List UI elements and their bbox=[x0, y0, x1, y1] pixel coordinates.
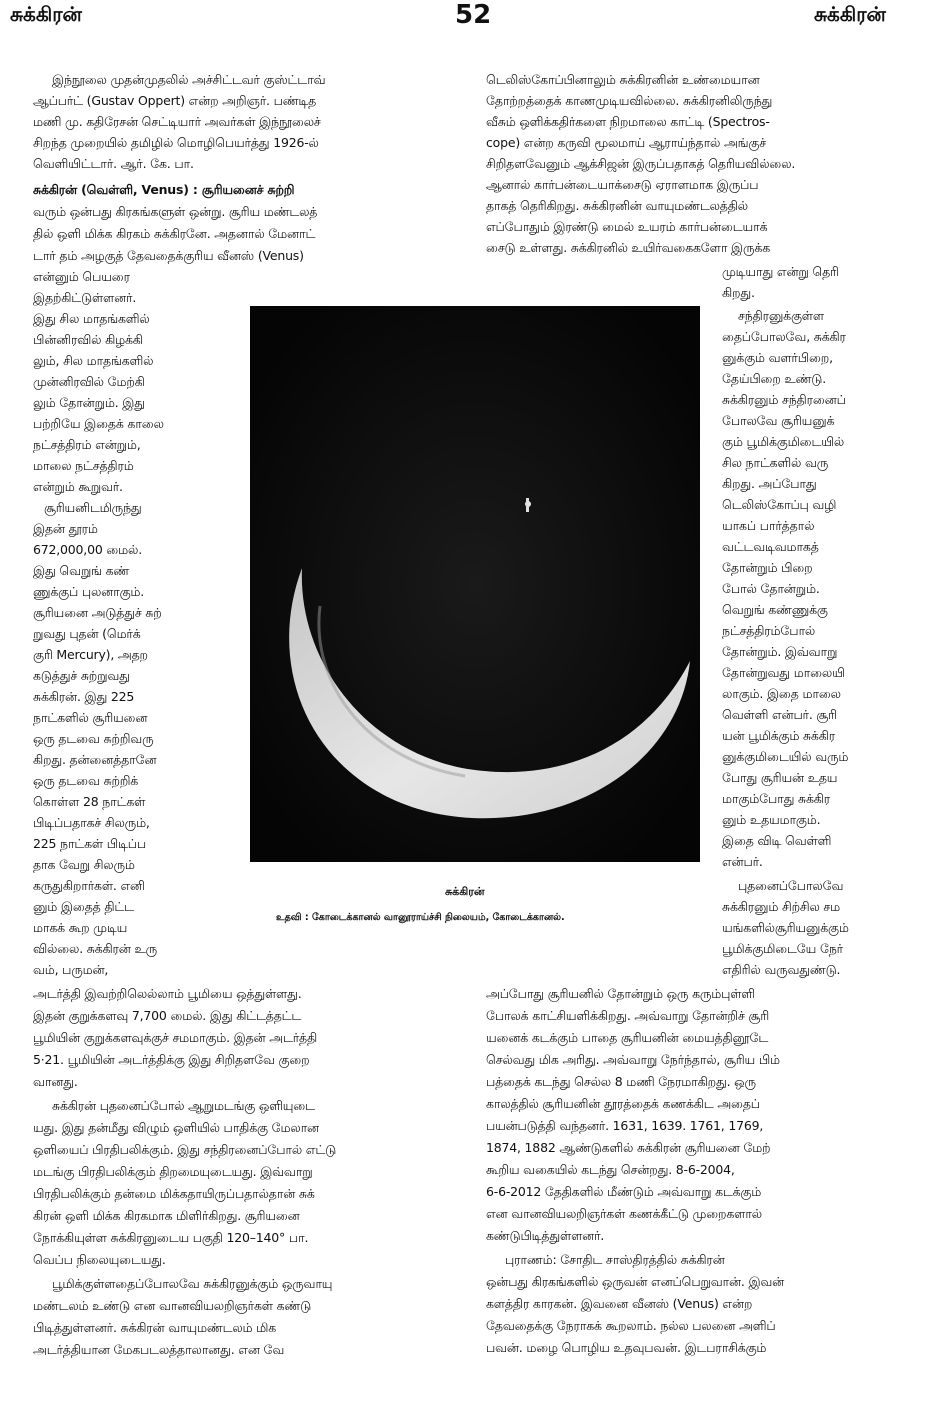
text-line: போது சூரியன் உதய bbox=[722, 770, 838, 785]
text-line: இது வெறுங் கண் bbox=[33, 563, 130, 578]
text-line: டெலிஸ்கோப்பு வழி bbox=[722, 497, 837, 512]
text-line: என்பர். bbox=[722, 854, 763, 869]
text-line: cope) என்ற கருவி மூலமாய் ஆராய்ந்தால் அங்குச் bbox=[486, 135, 766, 150]
text-line: யங்களில்சூரியனுக்கும் bbox=[722, 920, 849, 935]
text-line: வில்லை. சுக்கிரன் உரு bbox=[33, 941, 158, 956]
text-line: லாகும். இதை மாலை bbox=[722, 686, 841, 701]
text-line: தோன்றும் பிறை bbox=[722, 560, 813, 575]
text-line: கிறது. அப்போது bbox=[722, 476, 817, 491]
page-number: 52 bbox=[455, 0, 492, 30]
text-line: சைடு உள்ளது. சுக்கிரனில் உயிர்வகைகளோ இருக்க bbox=[486, 240, 770, 255]
text-line: சிறிதளவேனும் ஆக்சிஜன் இருப்பதாகத் தெரியவில்லை. bbox=[486, 156, 796, 171]
text-line: கிரன் ஒளி மிக்க கிரகமாக மிளிர்கிறது. சூரியனை bbox=[33, 1208, 300, 1223]
text-line: டெலிஸ்கோப்பினாலும் சுக்கிரனின் உண்மையான bbox=[486, 72, 760, 87]
text-line: பூமிக்குள்ளதைப்போலவே சுக்கிரனுக்கும் ஒருவாயு bbox=[52, 1276, 333, 1291]
text-line: தோன்றும். இவ்வாறு bbox=[722, 644, 838, 659]
text-line: பூமியின் குறுக்களவுக்குச் சமமாகும். இதன் அடர்த்தி bbox=[33, 1030, 318, 1045]
text-line: வீசும் ஒளிக்கதிர்களை நிறமாலை காட்டி (Spectros- bbox=[486, 114, 770, 129]
text-line: சுக்கிரனும் சந்திரனைப் bbox=[722, 392, 846, 407]
text-line: ஒரு தடவை சுற்றிக் bbox=[33, 773, 139, 788]
text-line: னும் இதைத் திட்ட bbox=[33, 899, 134, 914]
text-line: முன்னிரவில் மேற்கி bbox=[33, 374, 145, 389]
text-line: பிடிப்பதாகச் சிலரும், bbox=[33, 815, 150, 830]
text-line: றுவது புதன் (மெர்க் bbox=[33, 626, 141, 641]
text-line: அப்போது சூரியனில் தோன்றும் ஒரு கரும்புள்ளி bbox=[486, 986, 755, 1001]
text-line: வம், பருமன், bbox=[33, 962, 109, 977]
text-line: யன் பூமிக்கும் சுக்கிர bbox=[722, 728, 836, 743]
text-line: 6-6-2012 தேதிகளில் மீண்டும் அவ்வாறு கடக்கும் bbox=[486, 1184, 762, 1199]
text-line: வானது. bbox=[33, 1074, 78, 1089]
text-line: சுக்கிரன் புதனைப்போல் ஆறுமடங்கு ஒளியுடை bbox=[52, 1098, 315, 1113]
text-line: அடர்த்தியான மேகபடலத்தாலானது. என வே bbox=[33, 1342, 285, 1357]
text-line: எப்போதும் இரண்டு மைல் உயரம் கார்பன்டையாக் bbox=[486, 219, 768, 234]
text-line: சுக்கிரன். இது 225 bbox=[33, 689, 135, 704]
text-line: நாட்களில் சூரியனை bbox=[33, 710, 148, 725]
text-line: முடியாது என்று தெரி bbox=[722, 264, 839, 279]
text-line: இது சில மாதங்களில் bbox=[33, 311, 150, 326]
text-line: மடங்கு பிரதிபலிக்கும் திறமையுடையது. இவ்வாறு bbox=[33, 1164, 313, 1179]
text-line: னுக்கும் வளர்பிறை, bbox=[722, 350, 833, 365]
figure-caption: சுக்கிரன் bbox=[445, 885, 485, 898]
text-line: பயன்படுத்தி வந்தனர். 1631, 1639. 1761, 1769, bbox=[486, 1118, 764, 1133]
text-line: பத்தைக் கடந்து செல்ல 8 மணி நேரமாகிறது. ஒரு bbox=[486, 1074, 756, 1089]
text-line: கூறிய வகையில் கடந்து சென்றது. 8-6-2004, bbox=[486, 1162, 735, 1177]
venus-photo bbox=[250, 306, 700, 862]
text-line: கும் பூமிக்குமிடையில் bbox=[722, 434, 845, 449]
text-line: காலத்தில் சூரியனின் தூரத்தைக் கணக்கிட அதைப் bbox=[486, 1096, 760, 1111]
text-line: சுக்கிரனும் சிற்சில சம bbox=[722, 899, 841, 914]
text-line: 225 நாட்கள் பிடிப்ப bbox=[33, 836, 146, 851]
text-line: புராணம்: சோதிட சாஸ்திரத்தில் சுக்கிரன் bbox=[505, 1252, 725, 1267]
text-line: வெள்ளி என்பர். சூரி bbox=[722, 707, 837, 722]
text-line: இதன் குறுக்களவு 7,700 மைல். இது கிட்டத்தட்ட bbox=[33, 1008, 302, 1023]
text-line: களத்திர காரகன். இவனை வீனஸ் (Venus) என்ற bbox=[486, 1296, 753, 1311]
text-line: 5·21. பூமியின் அடர்த்திக்கு இது சிறிதளவே குறை bbox=[33, 1052, 310, 1067]
text-line: என வானவியலறிஞர்கள் கணக்கீட்டு முறைகளால் bbox=[486, 1206, 762, 1221]
text-line: தேவதைக்கு நேராகக் கூறலாம். நல்ல பலனை அளிப் bbox=[486, 1318, 776, 1333]
text-line: அடர்த்தி இவற்றிலெல்லாம் பூமியை ஒத்துள்ளது. bbox=[33, 986, 302, 1001]
text-line: குரி Mercury), அதற bbox=[33, 647, 148, 662]
text-line: சிறந்த முறையில் தமிழில் மொழிபெயர்த்து 1926-ல் bbox=[33, 135, 319, 150]
text-line: ணுக்குப் புலனாகும். bbox=[33, 584, 145, 599]
text-line: பின்னிரவில் கிழக்கி bbox=[33, 332, 143, 347]
text-line: நட்சத்திரம்போல் bbox=[722, 623, 816, 638]
text-line: யனைக் கடக்கும் பாதை சூரியனின் மையத்தினூடே bbox=[486, 1030, 769, 1045]
header-right: சுக்கிரன் bbox=[814, 2, 886, 26]
text-line: னுக்குமிடையில் வரும் bbox=[722, 749, 849, 764]
text-line: நட்சத்திரம் என்றும், bbox=[33, 437, 141, 452]
text-line: நோக்கியுள்ள சுக்கிரனுடைய பகுதி 120–140° பா. bbox=[33, 1230, 309, 1245]
text-line: கிறது. bbox=[722, 285, 755, 300]
venus-crescent-image bbox=[250, 306, 700, 862]
text-line: லும் தோன்றும். இது bbox=[33, 395, 145, 410]
text-line: 672,000,00 மைல். bbox=[33, 542, 142, 557]
text-line: கண்டுபிடித்துள்ளனர். bbox=[486, 1228, 605, 1243]
text-line: வெளியிட்டார். ஆர். கே. பா. bbox=[33, 156, 194, 171]
text-line: டார் தம் அழகுத் தேவதைக்குரிய வீனஸ் (Venus) bbox=[33, 248, 304, 263]
text-line: தோற்றத்தைக் காணமுடியவில்லை. சுக்கிரனிலிருந்து bbox=[486, 93, 773, 108]
text-line: தில் ஒளி மிக்க கிரகம் சுக்கிரனே. அதனால் மேனாட் bbox=[33, 226, 316, 241]
text-line: கொள்ள 28 நாட்கள் bbox=[33, 794, 146, 809]
text-line: வெப்ப நிலையுடையது. bbox=[33, 1252, 166, 1267]
text-line: ஆனால் கார்பன்டையாக்சைடு ஏராளமாக இருப்ப bbox=[486, 177, 759, 192]
text-line: பவன். மழை பொழிய உதவுபவன். இடபராசிக்கும் bbox=[486, 1340, 767, 1355]
text-line: இதை விடி வெள்ளி bbox=[722, 833, 832, 848]
text-line: போலக் காட்சியளிக்கிறது. அவ்வாறு தோன்றிச் சூரி bbox=[486, 1008, 770, 1023]
text-line: செல்வது மிக அரிது. அவ்வாறு நேர்ந்தால், சூரிய பிம் bbox=[486, 1052, 780, 1067]
text-line: என்றும் கூறுவர். bbox=[33, 479, 123, 494]
text-line: ஒளியைப் பிரதிபலிக்கும். இது சந்திரனைப்போல் எட்டு bbox=[33, 1142, 337, 1157]
text-line: தாகத் தெரிகிறது. சுக்கிரனின் வாயுமண்டலத்தில் bbox=[486, 198, 748, 213]
text-line: மாகும்போது சுக்கிர bbox=[722, 791, 831, 806]
text-line: என்னும் பெயரை bbox=[33, 269, 130, 284]
text-line: வட்டவடிவமாகத் bbox=[722, 539, 819, 554]
text-line: தோன்றுவது மாலையி bbox=[722, 665, 845, 680]
text-line: சூரியனிடமிருந்து bbox=[44, 500, 142, 515]
text-line: லும், சில மாதங்களில் bbox=[33, 353, 154, 368]
text-line: மணி மு. கதிரேசன் செட்டியார் அவர்கள் இந்நூலைச் bbox=[33, 114, 321, 129]
text-line: ஒரு தடவை சுற்றிவரு bbox=[33, 731, 154, 746]
figure-credit: உதவி : கோடைக்கானல் வானூராய்ச்சி நிலையம், கோடைக்கானல். bbox=[276, 912, 565, 923]
text-line: இதற்கிட்டுள்ளனர். bbox=[33, 290, 137, 305]
text-line: வெறுங் கண்ணுக்கு bbox=[722, 602, 828, 617]
text-line: பூமிக்குமிடையே நேர் bbox=[722, 941, 843, 956]
text-line: போலவே சூரியனுக் bbox=[722, 413, 835, 428]
text-line: தேய்பிறை உண்டு. bbox=[722, 371, 827, 386]
text-line: கருதுகிறார்கள். எனி bbox=[33, 878, 145, 893]
text-line: இந்நூலை முதன்முதலில் அச்சிட்டவர் குஸ்ட்டாவ் bbox=[52, 72, 326, 87]
text-line: கடுத்துச் சுற்றுவது bbox=[33, 668, 130, 683]
text-line: பற்றியே இதைக் காலை bbox=[33, 416, 164, 431]
text-line: தாக வேறு சிலரும் bbox=[33, 857, 135, 872]
text-line: ஒன்பது கிரகங்களில் ஒருவன் எனப்பெறுவான். இவன் bbox=[486, 1274, 785, 1289]
text-line: புதனைப்போலவே bbox=[738, 878, 844, 893]
text-line: மாலை நட்சத்திரம் bbox=[33, 458, 134, 473]
header-left: சுக்கிரன் bbox=[10, 2, 82, 26]
text-line: மாகக் கூற முடிய bbox=[33, 920, 128, 935]
text-line: பிரதிபலிக்கும் தன்மை மிக்கதாயிருப்பதால்தான் சுக் bbox=[33, 1186, 315, 1201]
text-line: யது. இது தன்மீது விழும் ஒளியில் பாதிக்கு மேலான bbox=[33, 1120, 319, 1135]
text-line: னும் உதயமாகும். bbox=[722, 812, 821, 827]
text-line: ஆப்பர்ட் (Gustav Oppert) என்ற அறிஞர். பண்டித bbox=[33, 93, 317, 108]
text-line: கிறது. தன்னைத்தானே bbox=[33, 752, 157, 767]
text-line: போல் தோன்றும். bbox=[722, 581, 820, 596]
text-line: தைப்போலவே, சுக்கிர bbox=[722, 329, 846, 344]
text-line: யாகப் பார்த்தால் bbox=[722, 518, 815, 533]
text-line: சூரியனை அடுத்துச் சுற் bbox=[33, 605, 162, 620]
text-line: சந்திரனுக்குள்ள bbox=[738, 308, 824, 323]
text-line: வரும் ஒன்பது கிரகங்களுள் ஒன்று. சூரிய மண்டலத் bbox=[33, 204, 318, 219]
text-line: பிடித்துள்ளனர். சுக்கிரன் வாயுமண்டலம் மிக bbox=[33, 1320, 277, 1335]
text-line: மண்டலம் உண்டு என வானவியலறிஞர்கள் கண்டு bbox=[33, 1298, 312, 1313]
text-line: இதன் தூரம் bbox=[33, 521, 98, 536]
text-line: 1874, 1882 ஆண்டுகளில் சுக்கிரன் சூரியனை மேற் bbox=[486, 1140, 771, 1155]
text-line: சில நாட்களில் வரு bbox=[722, 455, 829, 470]
entry-heading: சுக்கிரன் (வெள்ளி, Venus) : சூரியனைச் சுற்றி bbox=[33, 182, 295, 197]
text-line: எதிரில் வருவதுண்டு. bbox=[722, 962, 841, 977]
